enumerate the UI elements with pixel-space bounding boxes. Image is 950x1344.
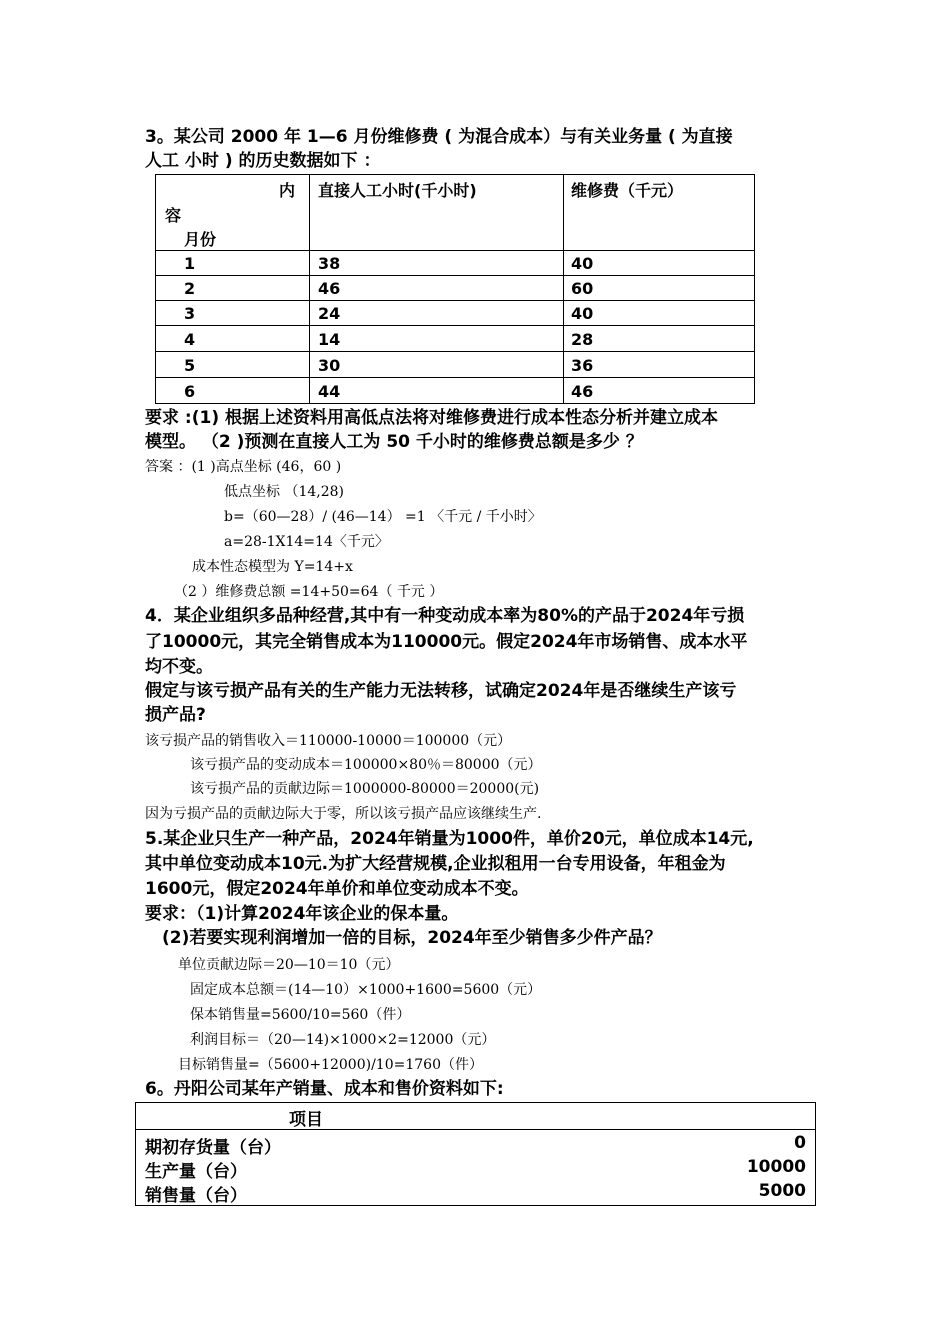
q3-table-border-right [754,174,755,404]
table-cell-month: 6 [184,382,196,401]
table-cell-cost: 46 [571,382,594,401]
q4-answer-line: 该亏损产品的变动成本＝100000×80％＝80000（元） [190,757,542,773]
q5-answer-line: 目标销售量=（5600+12000)/10=1760（件） [178,1057,483,1073]
q3-table-header-hours: 直接人工小时(千小时) [318,181,477,200]
table-cell-hours: 14 [318,330,341,349]
table-cell-value: 0 [794,1133,806,1153]
q4-line-1: 4．某企业组织多品种经营,其中有一种变动成本率为80%的产品于2024年亏损 [145,606,745,626]
q3-answer-line: b=（60—28）/ (46—14） =1 〈千元 / 千小时〉 [224,509,542,525]
q3-answer-line: （2 ）维修费总额 =14+50=64（ 千元 ） [174,584,444,600]
table-cell-label: 期初存货量（台） [145,1138,281,1158]
q3-table-corner-bottom: 月份 [184,230,217,249]
q5-line-4: 要求：（1)计算2024年该企业的保本量。 [145,904,459,924]
table-cell-hours: 38 [318,254,341,273]
q4-line-3: 均不变。 [145,657,213,677]
q5-answer-line: 利润目标＝（20—14)×1000×2=12000（元） [190,1032,496,1048]
table-cell-label: 销售量（台） [145,1186,247,1206]
q3-table-corner-mid: 容 [165,206,182,225]
table-cell-cost: 60 [571,279,594,298]
q3-line-2: 人工 小时 ) 的历史数据如下 ： [145,151,381,171]
q4-answer-line: 因为亏损产品的贡献边际大于零，所以该亏损产品应该继续生产. [145,806,542,822]
table-cell-cost: 28 [571,330,594,349]
q3-answer-line: a=28-1X14=14〈千元〉 [224,534,389,550]
table-cell-cost: 40 [571,304,594,323]
q6-line-1: 6。丹阳公司某年产销量、成本和售价资料如下: [145,1079,504,1099]
table-cell-month: 5 [184,356,196,375]
q3-table-corner-top: 内 [279,181,296,200]
q3-table-rule [155,275,755,276]
q4-answer-line: 该亏损产品的销售收入＝110000-10000＝100000（元） [145,733,512,749]
q3-table-border-top [155,174,755,175]
q3-table-rule [155,250,755,251]
q3-line-1: 3。某公司 2000 年 1—6 月份维修费 ( 为混合成本）与有关业务量 ( 为直接 [145,127,733,147]
q3-answer-line: 低点坐标 （14,28) [224,484,344,500]
q6-table-header: 项目 [289,1110,323,1130]
table-cell-value: 10000 [746,1157,806,1177]
q6-table-border-top [135,1102,816,1103]
q3-table-col-divider [309,174,310,404]
q3-table-rule [155,351,755,352]
q3-table-rule [155,325,755,326]
table-cell-hours: 30 [318,356,341,375]
q4-line-4: 假定与该亏损产品有关的生产能力无法转移，试确定2024年是否继续生产该亏 [145,681,737,701]
q4-line-2: 了10000元，其完全销售成本为110000元。假定2024年市场销售、成本水平 [145,632,748,652]
q5-answer-line: 单位贡献边际＝20—10＝10（元） [178,957,400,973]
table-cell-hours: 44 [318,382,341,401]
table-cell-month: 2 [184,279,196,298]
table-cell-cost: 36 [571,356,594,375]
table-cell-month: 3 [184,304,196,323]
table-cell-value: 5000 [758,1181,806,1201]
q5-line-2: 其中单位变动成本10元.为扩大经营规模,企业拟租用一台专用设备，年租金为 [145,854,726,874]
q6-table-border-left [135,1102,136,1206]
q3-table-border-bottom [155,403,755,404]
table-cell-label: 生产量（台） [145,1162,247,1182]
q3-requirement-2: 模型。 （2 )预测在直接人工为 50 千小时的维修费总额是多少 ？ [145,432,643,452]
q4-answer-line: 该亏损产品的贡献边际＝1000000-80000＝20000(元) [190,781,540,797]
q5-answer-line: 保本销售量=5600/10=560（件） [190,1007,411,1023]
table-cell-hours: 24 [318,304,341,323]
q3-table-rule [155,300,755,301]
q5-answer-line: 固定成本总额＝(14—10）×1000+1600=5600（元） [190,982,542,998]
q6-table-border-right [815,1102,816,1206]
q5-line-1: 5.某企业只生产一种产品，2024年销量为1000件，单价20元，单位成本14元, [145,829,754,849]
q3-answer-line: 答案 ：(1 )高点坐标 (46，60 ) [145,459,342,475]
q4-line-5: 损产品? [145,705,206,725]
q5-line-3: 1600元，假定2024年单价和单位变动成本不变。 [145,879,529,899]
table-cell-month: 4 [184,330,196,349]
q3-requirement-1: 要求 :(1) 根据上述资料用高低点法将对维修费进行成本性态分析并建立成本 [145,408,719,428]
q3-table-header-cost: 维修费（千元） [571,181,684,200]
q5-line-5: (2)若要实现利润增加一倍的目标，2024年至少销售多少件产品？ [162,928,662,948]
table-cell-hours: 46 [318,279,341,298]
table-cell-month: 1 [184,254,196,273]
q6-table-rule [135,1129,816,1130]
q3-table-border-left [155,174,156,404]
q3-answer-line: 成本性态模型为 Y=14+x [192,559,353,575]
table-cell-cost: 40 [571,254,594,273]
q3-table-rule [155,377,755,378]
q3-table-col-divider [563,174,564,404]
